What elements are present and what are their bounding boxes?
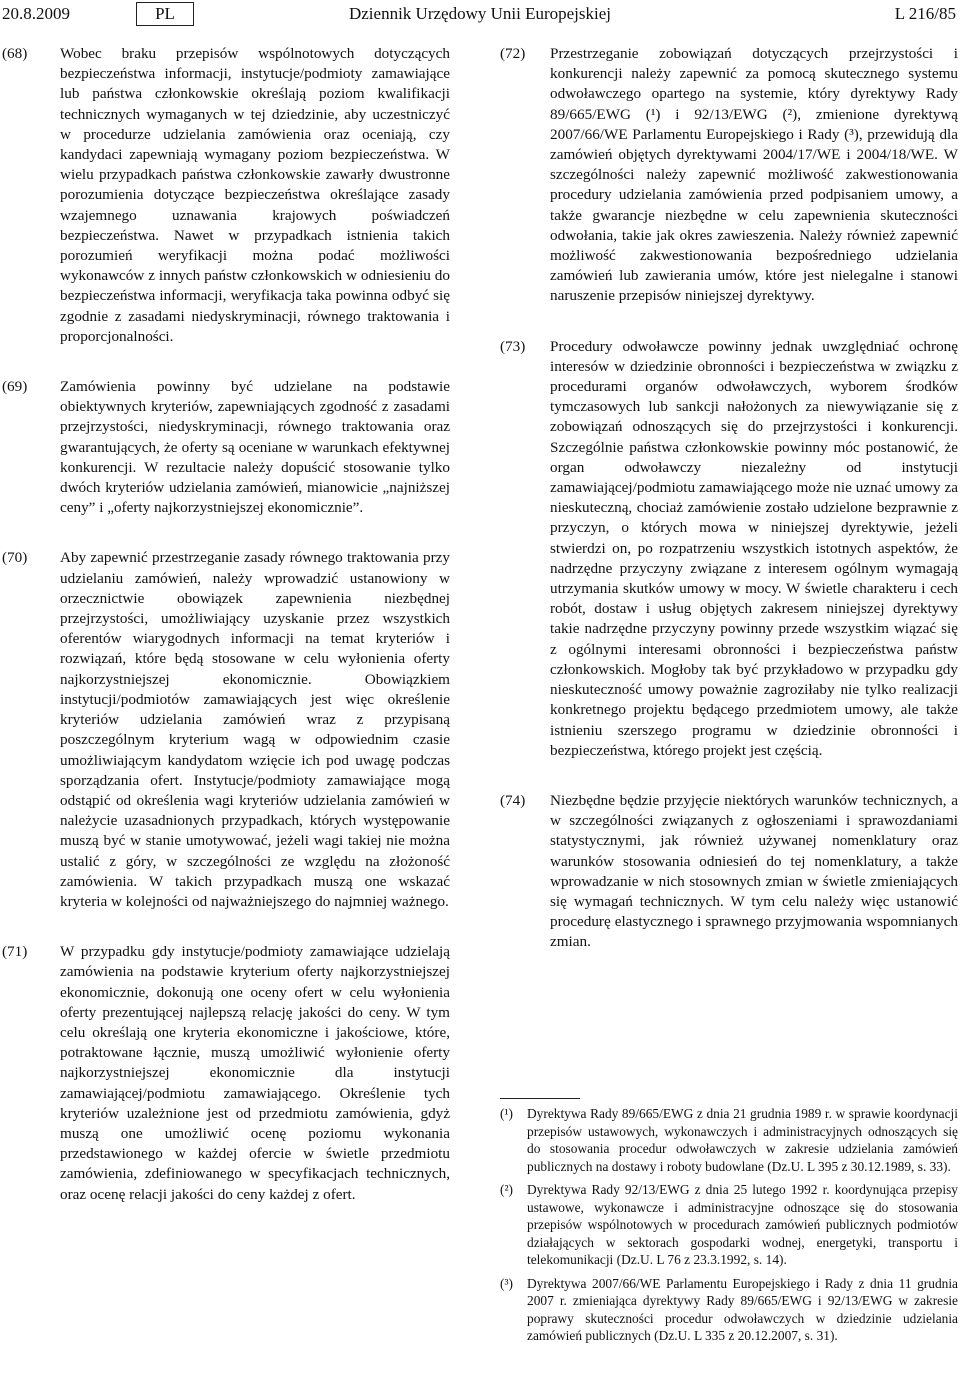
recital-73 [500,337,958,761]
recital-text: Wobec braku przepisów wspólnotowych dotyczących bezpieczeństwa informacji, instytucje/podmioty zamawiające lub państwa członkowskie określają poziom kwalifikacji technicznych wymaganych w tej dziedzinie, aby uczestniczyć w procedurze udzielania zamówienia oraz oceniają, czy kandydaci zapewniają wymagany poziom bezpieczeństwa. W wielu przypadkach państwa członkowskie zawarły dwustronne porozumienia dotyczące bezpieczeństwa określające zasady wzajemnego uznawania krajowych poświadczeń bezpieczeństwa. Nawet w przypadkach istnienia takich porozumień weryfikacji można podać możliwości wykonawców z innych państw członkowskich w odniesieniu do bezpieczeństwa informacji, weryfikacja taka powinna odbyć się zgodnie z zasadami niedyskryminacji, równego traktowania i proporcjonalności. [60,45,450,345]
recital-72 [500,44,958,307]
publication-date: 20.8.2009 [2,4,70,23]
language-badge: PL [136,2,194,26]
recital-number: (69) [2,378,28,396]
recital-number: (71) [2,943,28,961]
right-column [500,44,958,983]
recital-number: (73) [500,337,526,355]
page-reference: L 216/85 [894,4,956,23]
recital-number: (70) [2,549,28,567]
footnote-text: Dyrektywa 2007/66/WE Parlamentu Europejskiego i Rady z dnia 11 grudnia 2007 r. zmieniająca dyrektywy Rady 89/665/EWG i 92/13/EWG w zakresie poprawy skuteczności procedur odwoławczych w dziedzinie udzielania zamówień publicznych (Dz.U. L 335 z 20.12.2007, s. 31). [527,1275,958,1343]
recital-74 [500,791,958,953]
footnotes [500,1098,958,1351]
left-column [0,44,450,1235]
recital-70 [0,548,450,912]
recital-text: Procedury odwoławcze powinny jednak uwzględniać ochronę interesów w dziedzinie obronności i bezpieczeństwa w związku z procedurami organów odwoławczych, wyborem środków tymczasowych lub sankcji nałożonych za niewywiązanie się z zobowiązań odnoszących się do przejrzystości i konkurencji. Szczególnie państwa członkowskie powinny móc postanowić, że organ odwoławczy niezależny od instytucji zamawiającej/podmiotu zamawiającego może nie uznać umowy za nieskuteczną, chociaż zamówienie zostało udzielone bezprawnie z przyczyn, o których mowa w niniejszej dyrektywie, jeżeli stwierdzi on, po rozpatrzeniu wszystkich istotnych aspektów, że nadrzędne przyczyny związane z interesem ogólnym wymagają utrzymania skutków umowy w mocy. W świetle charakteru i cech robót, dostaw i usług objętych zakresem niniejszej dyrektywy takie nadrzędne przyczyny powinny przede wszystkim wiązać się z ogólnymi interesami obronności i bezpieczeństwa państw członkowskich. Mogłoby tak być przykładowo w przypadku gdy nieskuteczność umowy poważnie zagroziłaby nie tylko realizacji konkretnego projektu będącego przedmiotem umowy, ale także istnieniu szerszego programu w dziedzinie obronności i bezpieczeństwa, którego projekt jest częścią. [550,337,958,759]
footnote-text: Dyrektywa Rady 92/13/EWG z dnia 25 lutego 1992 r. koordynująca przepisy ustawowe, wykonawcze i administracyjne odnoszące się do stosowania przepisów wspólnotowych w procedurach zamówień publicznych podmiotów działających w sektorach gospodarki wodnej, energetyki, transportu i telekomunikacji (Dz.U. L 76 z 23.3.1992, s. 14). [527,1182,958,1267]
journal-title: Dziennik Urzędowy Unii Europejskiej [348,4,611,23]
footnote-3 [500,1275,958,1345]
footnote-number: (³) [500,1275,513,1291]
recital-number: (72) [500,45,526,62]
recital-text: W przypadku gdy instytucje/podmioty zamawiające udzielają zamówienia na podstawie kryterium oferty najkorzystniejszej ekonomicznie, dokonują one oceny ofert w celu wyłonienia oferty prezentującej najlepszą relację jakości do ceny. W tym celu określają one kryteria ekonomiczne i jakościowe, które, potraktowane łącznie, muszą umożliwić wyłonienie oferty najkorzystniejszej ekonomicznie dla instytucji zamawiającej/podmiotu zamawiającego. Określenie tych kryteriów uzależnione jest od przedmiotu zamówienia, gdyż muszą one umożliwić ocenę poziomu wykonania przedstawionego w każdej ofercie w świetle przedmiotu zamówienia, zdefiniowanego w specyfikacjach technicznych, oraz ocenę relacji jakości do ceny każdej z ofert. [60,943,450,1203]
footnote-2 [500,1181,958,1269]
recital-68 [0,44,450,347]
footnote-divider [500,1098,580,1099]
footnote-text: Dyrektywa Rady 89/665/EWG z dnia 21 grudnia 1989 r. w sprawie koordynacji przepisów ustawowych, wykonawczych i administracyjnych odnoszących się do stosowania procedur odwoławczych w zakresie udzielania zamówień publicznych na dostawy i roboty budowlane (Dz.U. L 395 z 30.12.1989, s. 33). [527,1106,958,1174]
recital-69 [0,377,450,518]
recital-number: (74) [500,791,526,809]
recital-71 [0,942,450,1205]
page-header [0,2,960,26]
recital-text: Zamówienia powinny być udzielane na podstawie obiektywnych kryteriów, zapewniających zgodność z zasadami przejrzystości, niedyskryminacji, równego traktowania oraz gwarantujących, że oferty są oceniane w warunkach efektywnej konkurencji. W rezultacie należy dopuścić stosowanie tylko dwóch kryteriów udzielania zamówień, mianowicie „najniższej ceny” i „oferty najkorzystniejszej ekonomicznie”. [60,378,450,517]
footnote-number: (²) [500,1182,513,1197]
footnote-number: (¹) [500,1106,513,1121]
footnote-1 [500,1105,958,1175]
recital-number: (68) [2,45,28,62]
recital-text: Przestrzeganie zobowiązań dotyczących przejrzystości i konkurencji należy zapewnić za pomocą skutecznego systemu odwoławczego opartego na systemie, który dyrektywy Rady 89/665/EWG (¹) i 92/13/EWG (²), zmienione dyrektywą 2007/66/WE Parlamentu Europejskiego i Rady (³), przewidują dla zamówień objętych dyrektywami 2004/17/WE i 2004/18/WE. W szczególności należy zapewnić możliwość zakwestionowania procedury udzielania zamówienia przed podpisaniem umowy, a także gwarancje niezbędne w celu zapewnienia skuteczności odwołania, takie jak okres zawieszenia. Należy również zapewnić możliwość zakwestionowania bezpośredniego udzielania zamówień lub zawierania umów, które jest nielegalne i stanowi naruszenie przepisów niniejszej dyrektywy. [550,45,958,305]
recital-text: Aby zapewnić przestrzeganie zasady równego traktowania przy udzielaniu zamówień, należy wprowadzić ustanowiony w orzecznictwie obowiązek zapewnienia niezbędnej przejrzystości, umożliwiający uzyskanie przez wszystkich oferentów wiarygodnych informacji na temat kryteriów i rozwiązań, które będą stosowane w celu wyłonienia oferty najkorzystniejszej ekonomicznie. Obowiązkiem instytucji/podmiotów zamawiających jest więc określenie kryteriów udzielania zamówień wraz z przypisaną poszczególnym kryterium wagą w odpowiednim czasie umożliwiającym kandydatom wzięcie ich pod uwagę podczas sporządzania ofert. Instytucje/podmioty zamawiające mogą odstąpić od określenia wagi kryteriów udzielania zamówień w należycie uzasadnionych przypadkach, których występowanie muszą być w stanie umotywować, jeżeli wagi takiej nie można ustalić z góry, w szczególności ze względu na złożoność zamówienia. W takich przypadkach muszą one wskazać kryteria w kolejności od najważniejszego do najmniej ważnego. [60,549,450,910]
recital-text: Niezbędne będzie przyjęcie niektórych warunków technicznych, a w szczególności związanych z ogłoszeniami i sprawozdaniami statystycznymi, jak również używanej nomenklatury oraz warunków stosowania odniesień do tej nomenklatury, a także wprowadzanie w nich stosownych zmian w świetle zmieniających się wymagań technicznych. W tym celu należy więc ustanowić procedurę elastycznego i sprawnego przyjmowania wspomnianych zmian. [550,791,958,951]
